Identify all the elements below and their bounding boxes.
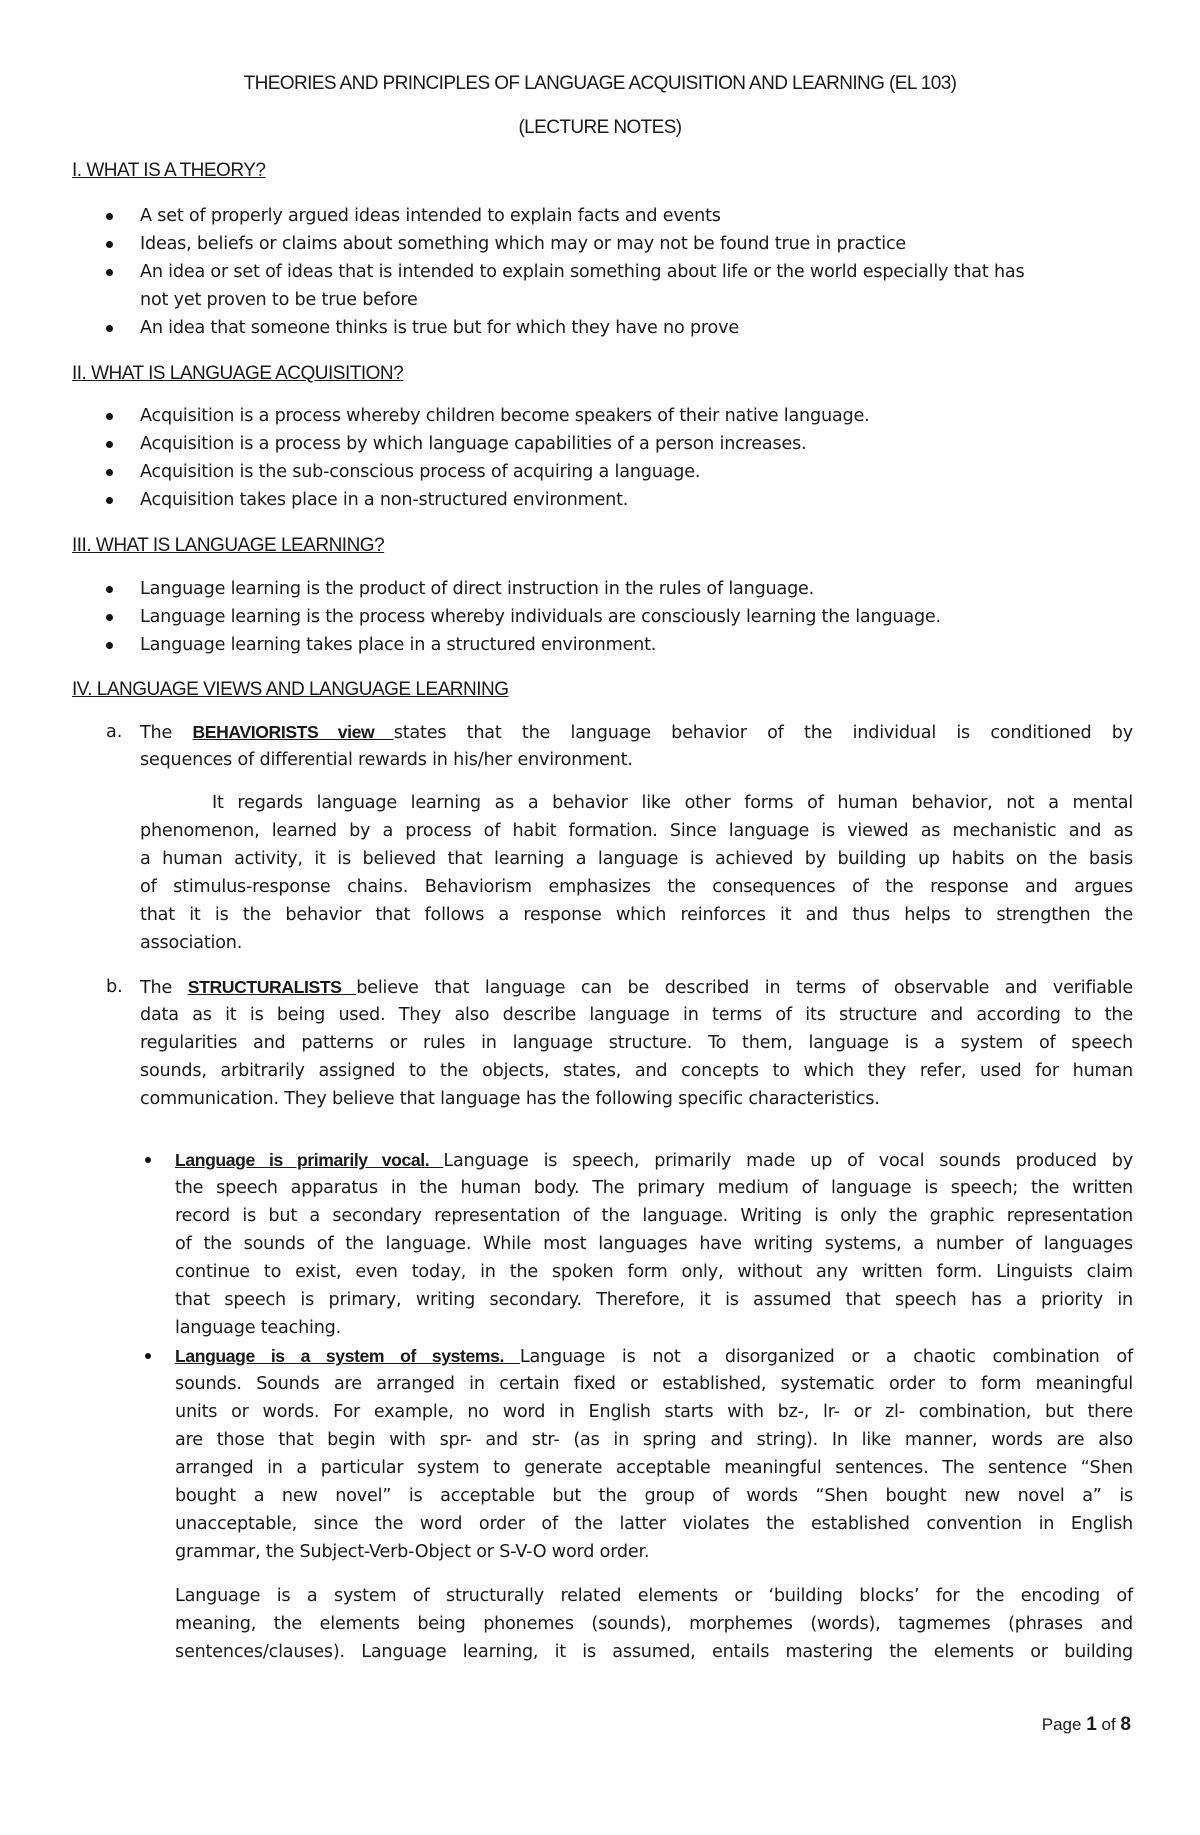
structuralists-term: STRUCTURALISTS	[187, 977, 357, 997]
list-item: Ideas, beliefs or claims about something which may or may not be found true in practice	[140, 234, 907, 254]
text-segment: The	[140, 723, 193, 743]
text-segment: states that the language behavior of the individual is conditioned by	[393, 723, 1133, 743]
list-item: Acquisition is a process by which language capabilities of a person increases.	[140, 434, 807, 454]
paragraph-line: communication. They believe that language has the following specific characteristics.	[140, 1089, 880, 1109]
list-item: Acquisition is a process whereby children become speakers of their native language.	[140, 406, 870, 426]
of-label: of	[1101, 1715, 1116, 1734]
paragraph-line: the speech apparatus in the human body. The primary medium of language is speech; the written	[175, 1178, 1133, 1198]
behaviorists-first-line	[140, 718, 1133, 747]
paragraph-line: a human activity, it is believed that learning a language is achieved by building up habits on the basis	[140, 849, 1133, 869]
list-item: Language learning takes place in a structured environment.	[140, 635, 657, 655]
paragraph-line: of the sounds of the language. While most languages have writing systems, a number of languages	[175, 1234, 1133, 1254]
behaviorists-term: BEHAVIORISTS view	[192, 722, 394, 742]
paragraph-line: units or words. For example, no word in English starts with bz-, lr- or zl- combination, but there	[175, 1402, 1133, 1422]
bullet-icon	[106, 213, 113, 220]
paragraph-line: bought a new novel” is acceptable but the group of words “Shen bought new novel a” is	[175, 1486, 1133, 1506]
list-item: An idea that someone thinks is true but for which they have no prove	[140, 318, 739, 338]
paragraph-line: record is but a secondary representation of the language. Writing is only the graphic representation	[175, 1206, 1133, 1226]
section-heading-learning: III. WHAT IS LANGUAGE LEARNING?	[72, 535, 385, 556]
section-heading-theory: I. WHAT IS A THEORY?	[72, 160, 266, 181]
page-label: Page	[1041, 1715, 1082, 1734]
paragraph-line: language teaching.	[175, 1318, 342, 1338]
paragraph-line: meaning, the elements being phonemes (sounds), morphemes (words), tagmemes (phrases and	[175, 1614, 1133, 1634]
vocal-first-line	[175, 1146, 1133, 1175]
total-pages: 8	[1120, 1714, 1131, 1735]
paragraph-line: data as it is being used. They also describe language in terms of its structure and according to the	[140, 1005, 1133, 1025]
paragraph-line: sentences/clauses). Language learning, it is assumed, entails mastering the elements or building	[175, 1642, 1133, 1662]
bullet-icon	[106, 469, 113, 476]
section-heading-views: IV. LANGUAGE VIEWS AND LANGUAGE LEARNING	[72, 679, 509, 700]
bullet-icon	[145, 1353, 151, 1359]
paragraph-line: It regards language learning as a behavior like other forms of human behavior, not a mental	[212, 793, 1133, 813]
section-heading-acquisition: II. WHAT IS LANGUAGE ACQUISITION?	[72, 363, 404, 384]
list-item: An idea or set of ideas that is intended to explain something about life or the world especially that has	[140, 262, 1025, 282]
list-item: Acquisition is the sub-conscious process of acquiring a language.	[140, 462, 701, 482]
system-first-line	[175, 1342, 1133, 1371]
bullet-icon	[106, 325, 113, 332]
paragraph-line: that it is the behavior that follows a response which reinforces it and thus helps to strengthen the	[140, 905, 1133, 925]
structuralists-first-line	[140, 973, 1133, 1002]
paragraph-line: arranged in a particular system to generate acceptable meaningful sentences. The sentence “Shen	[175, 1458, 1133, 1478]
current-page: 1	[1086, 1714, 1097, 1735]
paragraph-line: grammar, the Subject-Verb-Object or S-V-O word order.	[175, 1542, 650, 1562]
bullet-icon	[106, 269, 113, 276]
paragraph-line: sequences of differential rewards in his/her environment.	[140, 750, 633, 770]
list-marker-b: b.	[106, 977, 123, 997]
paragraph-line: sounds. Sounds are arranged in certain fixed or established, systematic order to form meaningful	[175, 1374, 1133, 1394]
list-item: Acquisition takes place in a non-structured environment.	[140, 490, 629, 510]
paragraph-line: regularities and patterns or rules in language structure. To them, language is a system of speech	[140, 1033, 1133, 1053]
list-item-continued: not yet proven to be true before	[140, 290, 418, 310]
bullet-icon	[145, 1157, 151, 1163]
bullet-icon	[106, 441, 113, 448]
text-segment: believe that language can be described in terms of observable and verifiable	[356, 978, 1133, 998]
list-item: Language learning is the process whereby individuals are consciously learning the language.	[140, 607, 941, 627]
text-segment: Language is speech, primarily made up of vocal sounds produced by	[443, 1151, 1133, 1171]
paragraph-line: sounds, arbitrarily assigned to the objects, states, and concepts to which they refer, used for human	[140, 1061, 1133, 1081]
list-marker-a: a.	[106, 722, 123, 742]
list-item: Language learning is the product of direct instruction in the rules of language.	[140, 579, 815, 599]
paragraph-line: continue to exist, even today, in the spoken form only, without any written form. Linguists claim	[175, 1262, 1133, 1282]
page-number	[1042, 1714, 1131, 1736]
bullet-icon	[106, 642, 113, 649]
paragraph-line: association.	[140, 933, 243, 953]
paragraph-line: that speech is primary, writing secondary. Therefore, it is assumed that speech has a priority in	[175, 1290, 1133, 1310]
text-segment: The	[140, 978, 188, 998]
paragraph-line: phenomenon, learned by a process of habit formation. Since language is viewed as mechanistic and as	[140, 821, 1133, 841]
system-term: Language is a system of systems.	[175, 1346, 520, 1366]
document-title: THEORIES AND PRINCIPLES OF LANGUAGE ACQUISITION AND LEARNING (EL 103)	[243, 73, 957, 94]
bullet-icon	[106, 586, 113, 593]
paragraph-line: Language is a system of structurally related elements or ‘building blocks’ for the encoding of	[175, 1586, 1133, 1606]
paragraph-line: unacceptable, since the word order of the latter violates the established convention in English	[175, 1514, 1133, 1534]
paragraph-line: of stimulus-response chains. Behaviorism emphasizes the consequences of the response and argues	[140, 877, 1133, 897]
bullet-icon	[106, 241, 113, 248]
bullet-icon	[106, 497, 113, 504]
vocal-term: Language is primarily vocal.	[175, 1150, 444, 1170]
bullet-icon	[106, 614, 113, 621]
paragraph-line: are those that begin with spr- and str- (as in spring and string). In like manner, words are also	[175, 1430, 1133, 1450]
text-segment: Language is not a disorganized or a chaotic combination of	[519, 1347, 1133, 1367]
bullet-icon	[106, 413, 113, 420]
document-subtitle: (LECTURE NOTES)	[518, 117, 682, 138]
list-item: A set of properly argued ideas intended to explain facts and events	[140, 206, 721, 226]
